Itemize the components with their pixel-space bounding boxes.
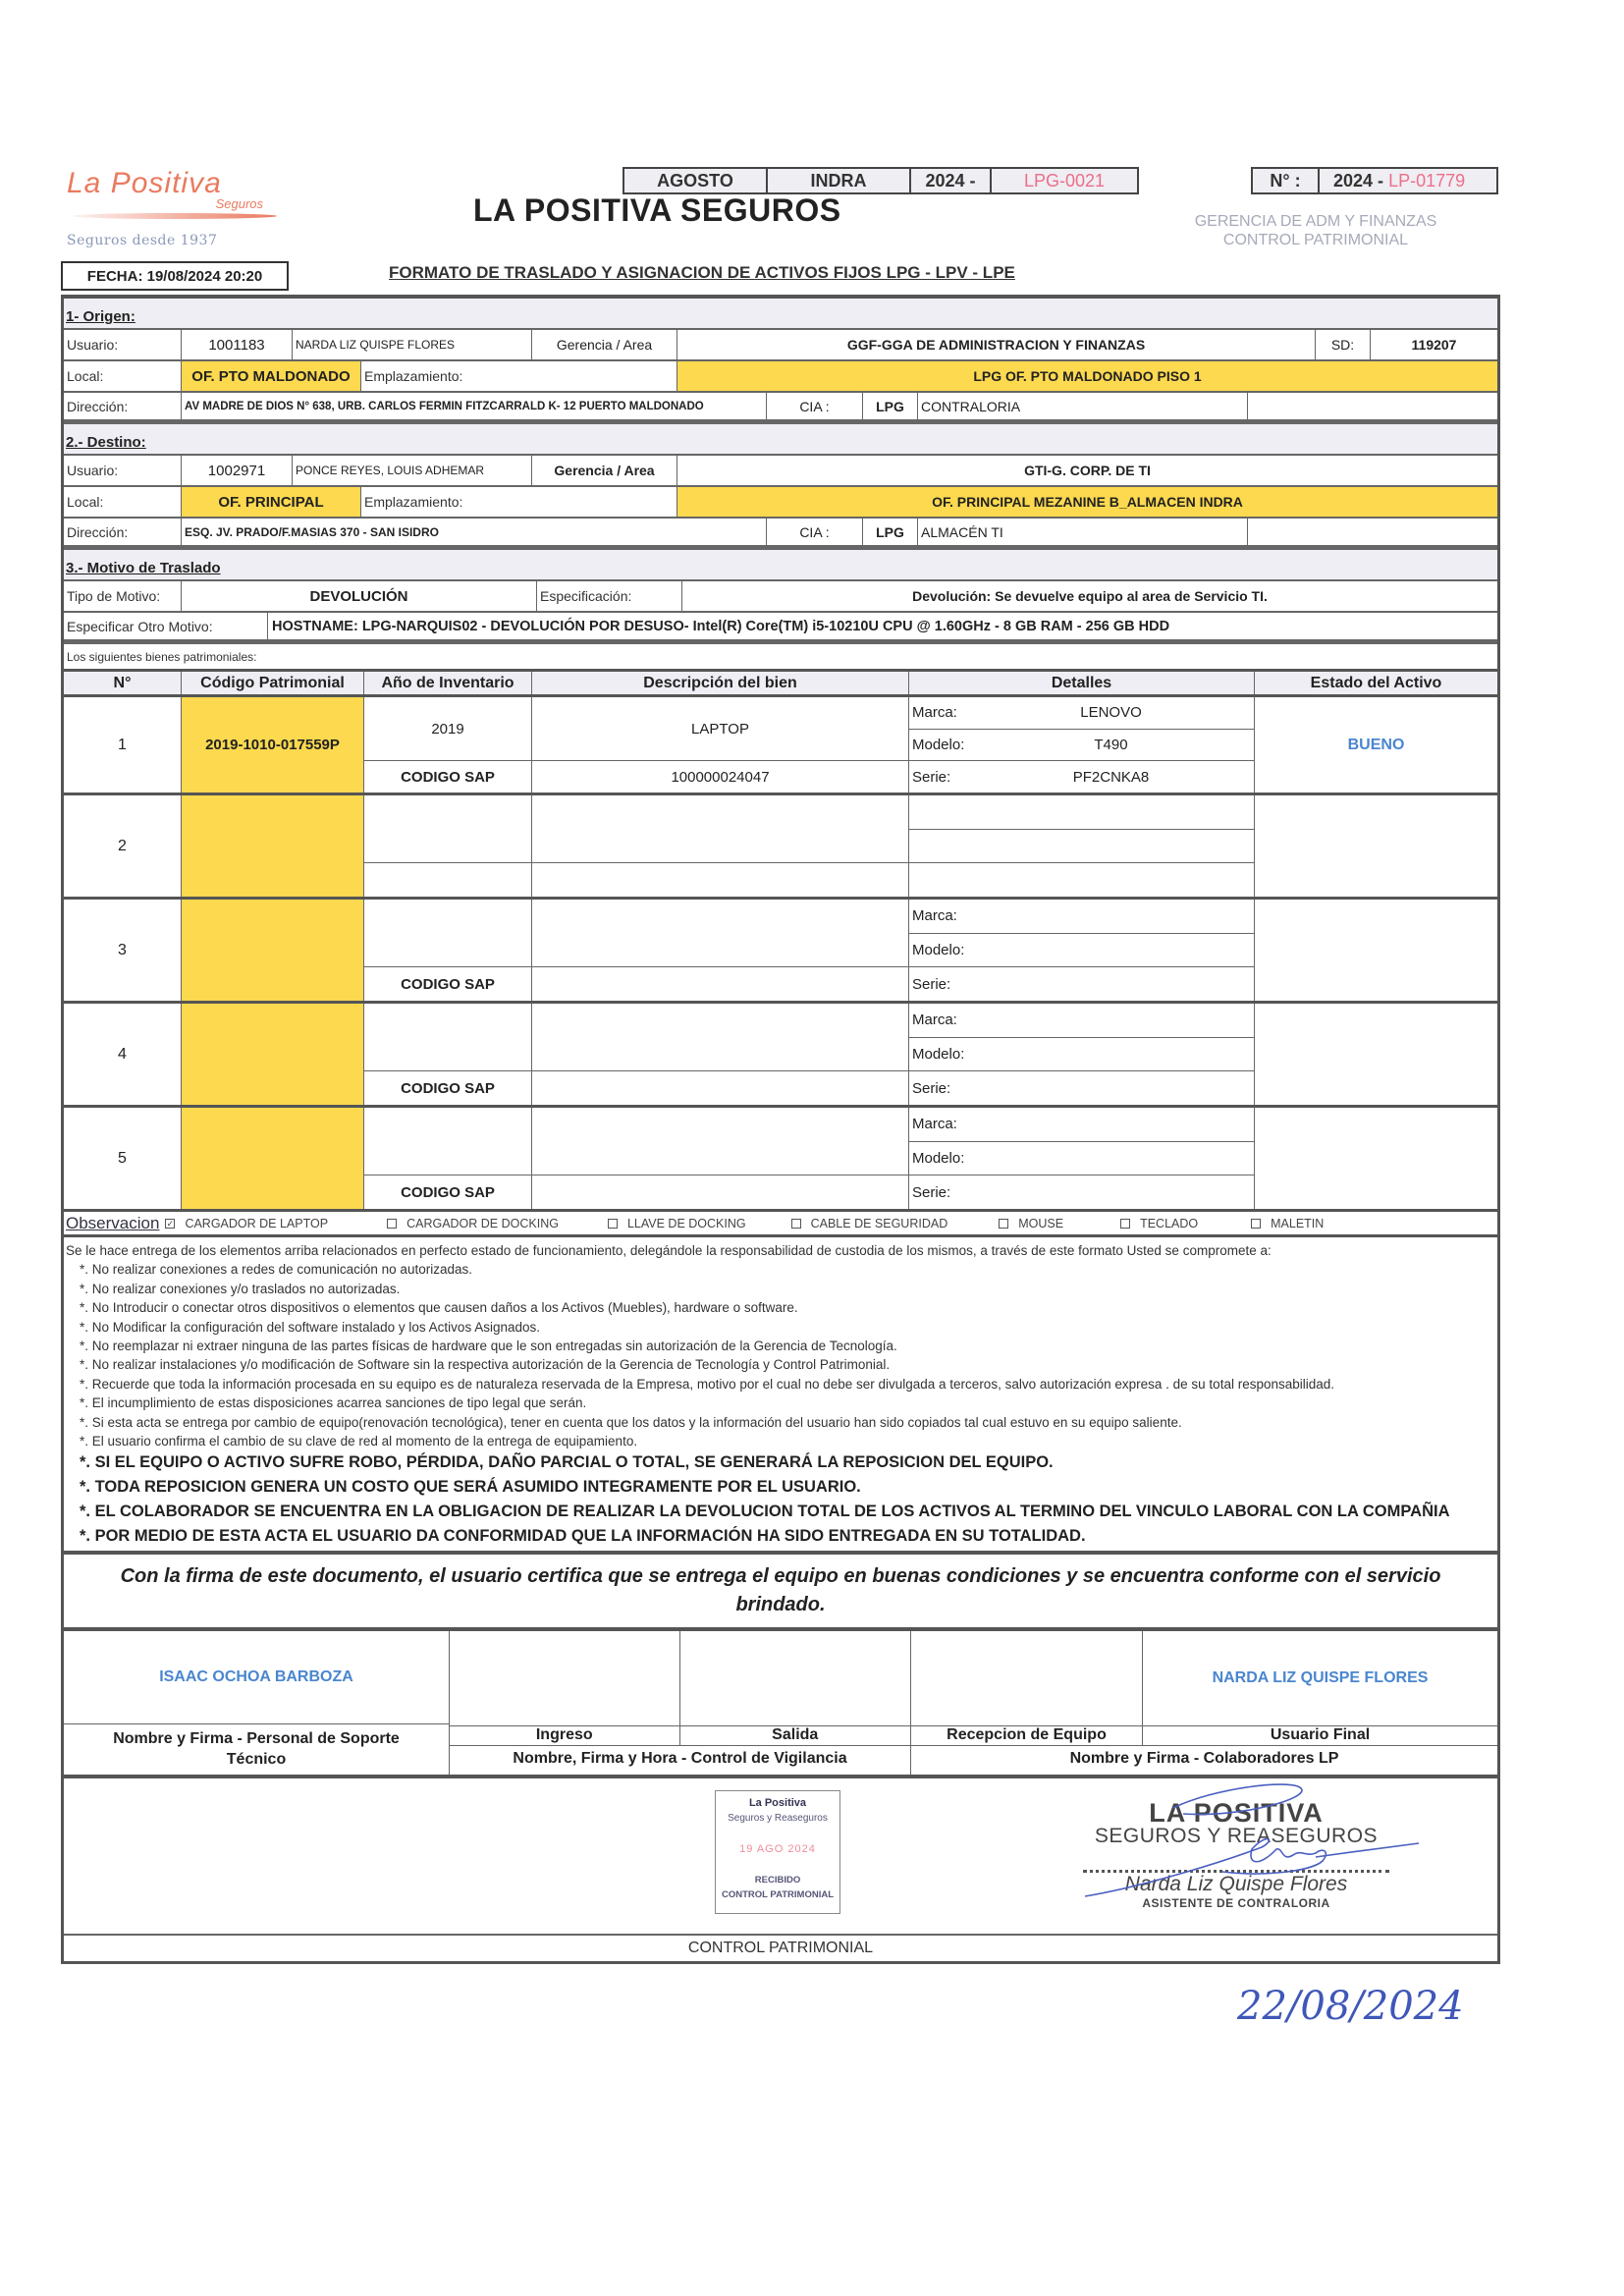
destino-emplazamiento-label: Emplazamiento:	[361, 487, 677, 517]
page-title: LA POSITIVA SEGUROS	[473, 192, 841, 228]
asset-details-col	[909, 1004, 1255, 1105]
asset-anio: 2019	[364, 697, 531, 761]
section-destino-heading	[64, 424, 1497, 456]
checkbox-icon[interactable]	[1251, 1219, 1261, 1229]
logo-brand: La Positiva	[67, 167, 222, 199]
document-code-box	[623, 167, 1139, 194]
asset-sap-value: 100000024047	[671, 768, 770, 786]
asset-descripcion	[532, 1004, 908, 1071]
destino-usuario-name: PONCE REYES, LOUIS ADHEMAR	[293, 456, 532, 485]
origen-direccion-label: Dirección:	[64, 393, 182, 419]
stamp-line-4: RECIBIDO	[754, 1875, 801, 1886]
origen-direccion-row	[64, 393, 1497, 424]
motivo-tipo-value: DEVOLUCIÓN	[182, 581, 537, 611]
motivo-otro-value: HOSTNAME: LPG-NARQUIS02 - DEVOLUCIÓN POR DESUSO- Intel(R) Core(TM) i5-10210U CPU @ 1.60GHz - 8 GB RAM - 256 GB HDD	[272, 618, 1170, 634]
terms-item: *. No reemplazar ni extraer ninguna de las partes físicas de hardware que le son entregadas sin autorización de la Gerencia de Tecnología.	[80, 1339, 897, 1354]
asset-details-col	[909, 900, 1255, 1001]
soporte-name: ISAAC OCHOA BARBOZA	[159, 1668, 353, 1686]
signature-table	[64, 1631, 1497, 1778]
soporte-label: Nombre y Firma - Personal de Soporte Técnico	[64, 1723, 449, 1775]
asset-row	[64, 795, 1497, 900]
terms-item: *. No realizar conexiones a redes de comunicación no autorizadas.	[80, 1262, 472, 1278]
asset-details-col	[909, 795, 1255, 897]
observacion-checklist	[165, 1217, 1497, 1230]
destino-direccion-row	[64, 519, 1497, 550]
origen-gerencia-value: GGF-GGA DE ADMINISTRACION Y FINANZAS	[677, 330, 1316, 359]
observacion-item-label: CARGADOR DE DOCKING	[406, 1216, 559, 1230]
motivo-otro-row	[64, 613, 1497, 644]
vigilancia-sign-boxes	[450, 1631, 910, 1725]
terms-item: *. No realizar instalaciones y/o modificación de Software sin la respectiva autorización de la Gerencia de Tecnología y Control Patrimonial.	[80, 1357, 891, 1373]
asset-serie-cell	[909, 863, 1254, 897]
asset-serie-cell	[909, 761, 1254, 793]
observacion-item[interactable]	[165, 1217, 328, 1230]
asset-modelo-cell	[909, 730, 1254, 762]
number-year: 2024 -	[1333, 170, 1384, 191]
destino-direccion-label: Dirección:	[64, 519, 182, 545]
assets-table-header	[64, 672, 1497, 697]
asset-number: 3	[64, 900, 182, 1001]
stamp-line-1: La Positiva	[748, 1797, 807, 1810]
col-header-n: N°	[64, 672, 182, 694]
origen-direccion-value: AV MADRE DE DIOS N° 638, URB. CARLOS FERMIN FITZCARRALD K- 12 PUERTO MALDONADO	[182, 393, 767, 419]
asset-codigo	[182, 1004, 364, 1105]
observacion-item-label: CABLE DE SEGURIDAD	[810, 1216, 948, 1230]
asset-desc-col	[532, 1004, 909, 1105]
asset-marca-cell	[909, 697, 1254, 730]
checkbox-icon[interactable]	[999, 1219, 1008, 1229]
logo-sub: Seguros	[215, 196, 263, 211]
section-origen-title: 1- Origen:	[66, 308, 135, 325]
footer-label: CONTROL PATRIMONIAL	[687, 1940, 874, 1957]
terms-strong-item: *. SI EL EQUIPO O ACTIVO SUFRE ROBO, PÉRDIDA, DAÑO PARCIAL O TOTAL, SE GENERARÁ LA REPOSICION DEL EQUIPO.	[80, 1453, 1054, 1472]
destino-usuario-label: Usuario:	[64, 456, 182, 485]
origen-emplazamiento-label: Emplazamiento:	[361, 361, 677, 391]
section-motivo-title: 3.- Motivo de Traslado	[66, 560, 221, 576]
section-origen-heading	[64, 299, 1497, 330]
asset-row	[64, 697, 1497, 795]
ingreso-sign-box[interactable]	[450, 1631, 680, 1725]
asset-desc-col	[532, 795, 909, 897]
asset-marca-cell	[909, 1004, 1254, 1038]
checkbox-icon[interactable]	[608, 1219, 618, 1229]
asset-marca-label: Marca:	[912, 704, 957, 722]
motivo-espec-label: Especificación:	[537, 581, 682, 611]
asset-marca-cell	[909, 1108, 1254, 1142]
logo-swoosh-icon	[73, 213, 277, 219]
colaboradores-label: Nombre y Firma - Colaboradores LP	[911, 1745, 1497, 1775]
vigilancia-labels	[450, 1725, 910, 1745]
origen-user-row	[64, 330, 1497, 361]
asset-serie-label: Serie:	[912, 768, 951, 786]
terms-item: *. Recuerde que toda la información procesada en su equipo es de naturaleza reservada de la Empresa, motivo por el cual no debe ser divulgada a terceros, salvo autorización expresa . de su total responsabilidad.	[80, 1376, 1335, 1392]
destino-cia-value: LPG	[863, 519, 918, 545]
observacion-item[interactable]	[1120, 1217, 1198, 1230]
number-label: N° :	[1253, 169, 1320, 192]
origen-gerencia-label: Gerencia / Area	[532, 330, 677, 359]
asset-serie-cell	[909, 1071, 1254, 1105]
asset-modelo-cell	[909, 1142, 1254, 1176]
colaboradores-sign-boxes	[911, 1631, 1497, 1725]
asset-serie-label: Serie:	[912, 1079, 951, 1097]
stamp-date: 19 AGO 2024	[739, 1843, 816, 1856]
destino-local-value: OF. PRINCIPAL	[182, 487, 361, 517]
asset-estado	[1255, 1108, 1497, 1209]
asset-sap-value	[532, 1175, 908, 1209]
asset-anio	[364, 900, 531, 967]
destino-direccion-value: ESQ. JV. PRADO/F.MASIAS 370 - SAN ISIDRO	[182, 519, 767, 545]
handwritten-signature-icon	[1065, 1778, 1438, 1926]
ingreso-label: Ingreso	[450, 1726, 680, 1745]
asset-codigo	[182, 795, 364, 897]
asset-modelo-value: T490	[1094, 737, 1128, 753]
origen-sd-value: 119207	[1411, 337, 1457, 353]
number-value	[1320, 169, 1496, 192]
col-header-detalles: Detalles	[909, 672, 1255, 694]
section-destino-title: 2.- Destino:	[66, 434, 146, 451]
asset-modelo-label: Modelo:	[912, 1150, 965, 1167]
checkbox-icon[interactable]	[791, 1219, 801, 1229]
origen-cia-value: LPG	[863, 393, 918, 419]
observacion-item-label: LLAVE DE DOCKING	[626, 1216, 746, 1230]
origen-sd-label: SD:	[1316, 330, 1371, 359]
asset-descripcion: LAPTOP	[532, 697, 908, 761]
destino-gerencia-label: Gerencia / Area	[532, 456, 677, 485]
document-number-box	[1251, 167, 1498, 194]
destino-gerencia-value: GTI-G. CORP. DE TI	[1024, 463, 1151, 478]
asset-marca-cell	[909, 795, 1254, 830]
stamp-area	[64, 1778, 1497, 1936]
vigilancia-label: Nombre, Firma y Hora - Control de Vigilancia	[450, 1745, 910, 1775]
terms-section	[64, 1237, 1497, 1555]
col-header-codigo: Código Patrimonial	[182, 672, 364, 694]
asset-serie-label: Serie:	[912, 1183, 951, 1201]
logo-tagline: Seguros desde 1937	[67, 233, 218, 248]
destino-usuario-code: 1002971	[182, 456, 293, 485]
asset-row	[64, 1004, 1497, 1108]
signature-soporte	[64, 1631, 450, 1775]
observacion-item[interactable]	[1251, 1217, 1324, 1230]
asset-anio-col	[364, 697, 532, 793]
observacion-item-label: MALETIN	[1271, 1216, 1325, 1230]
destino-emplazamiento-value: OF. PRINCIPAL MEZANINE B_ALMACEN INDRA	[677, 487, 1497, 517]
asset-modelo-cell	[909, 934, 1254, 968]
checkbox-icon[interactable]	[1120, 1219, 1130, 1229]
terms-strong-list	[66, 1450, 1495, 1549]
asset-row	[64, 1108, 1497, 1212]
salida-label: Salida	[772, 1726, 819, 1744]
asset-modelo-label: Modelo:	[912, 737, 965, 753]
asset-anio	[364, 795, 531, 863]
origen-extra-cell	[1248, 393, 1497, 419]
asset-sap-value	[532, 863, 908, 897]
asset-desc-col	[532, 900, 909, 1001]
terms-item: *. El incumplimiento de estas disposiciones acarrea sanciones de tipo legal que serán.	[80, 1395, 587, 1411]
stamp-line-5: CONTROL PATRIMONIAL	[722, 1889, 834, 1901]
bienes-label: Los siguientes bienes patrimoniales:	[67, 649, 257, 664]
terms-intro: Se le hace entrega de los elementos arriba relacionados en perfecto estado de funcionamiento, delegándole la responsabilidad de custodia de los mismos, a través de este formato Usted se compromete a:	[66, 1243, 1272, 1258]
asset-descripcion	[532, 1108, 908, 1175]
code-vendor: INDRA	[768, 169, 911, 192]
asset-marca-cell	[909, 900, 1254, 934]
code-number: LPG-0021	[1023, 170, 1106, 191]
asset-anio-col	[364, 900, 532, 1001]
colaboradores-labels	[911, 1725, 1497, 1745]
asset-sap-value	[532, 967, 908, 1001]
company-logo	[67, 169, 283, 248]
observacion-item-label: CARGADOR DE LAPTOP	[185, 1216, 329, 1230]
asset-estado	[1255, 795, 1497, 897]
destino-user-row	[64, 456, 1497, 487]
motivo-espec-value: Devolución: Se devuelve equipo al area de Servicio TI.	[912, 588, 1268, 604]
asset-row	[64, 900, 1497, 1004]
date-box: FECHA: 19/08/2024 20:20	[61, 261, 289, 291]
terms-list	[66, 1260, 1495, 1450]
code-year: 2024 -	[911, 169, 992, 192]
destino-extra-cell	[1248, 519, 1497, 545]
asset-estado	[1255, 1004, 1497, 1105]
asset-number: 2	[64, 795, 182, 897]
origen-usuario-name: NARDA LIZ QUISPE FLORES	[293, 330, 532, 359]
department-line-1: GERENCIA DE ADM Y FINANZAS	[1194, 213, 1437, 230]
asset-anio-col	[364, 795, 532, 897]
col-header-anio: Año de Inventario	[364, 672, 532, 694]
asset-serie-cell	[909, 967, 1254, 1001]
signature-colaboradores	[911, 1631, 1497, 1775]
department-label	[1178, 212, 1453, 249]
origen-local-value: OF. PTO MALDONADO	[182, 361, 361, 391]
usuario-final-name: NARDA LIZ QUISPE FLORES	[1212, 1669, 1429, 1687]
asset-details-col	[909, 1108, 1255, 1209]
asset-number: 4	[64, 1004, 182, 1105]
asset-anio	[364, 1004, 531, 1071]
asset-sap-label	[364, 863, 531, 897]
checkbox-icon[interactable]	[387, 1219, 397, 1229]
terms-item: *. El usuario confirma el cambio de su clave de red al momento de la entrega de equipamiento.	[80, 1434, 638, 1449]
recepcion-label: Recepcion de Equipo	[911, 1726, 1143, 1745]
origen-emplazamiento-value: LPG OF. PTO MALDONADO PISO 1	[677, 361, 1497, 391]
asset-modelo-cell	[909, 1038, 1254, 1072]
terms-item: *. No Introducir o conectar otros dispositivos o elementos que causen daños a los Activos (Muebles), hardware o software.	[80, 1300, 798, 1316]
col-header-descripcion: Descripción del bien	[532, 672, 909, 694]
asset-modelo-cell	[909, 830, 1254, 864]
origen-usuario-code: 1001183	[182, 330, 293, 359]
asset-anio	[364, 1108, 531, 1175]
asset-sap-label: CODIGO SAP	[401, 768, 495, 786]
usuario-final-label: Usuario Final	[1270, 1726, 1371, 1744]
asset-serie-cell	[909, 1175, 1254, 1209]
handwritten-date: 22/08/2024	[1237, 1984, 1464, 2029]
destino-area-value: ALMACÉN TI	[918, 519, 1248, 545]
asset-number: 5	[64, 1108, 182, 1209]
destino-local-label: Local:	[64, 487, 182, 517]
asset-estado: BUENO	[1347, 736, 1405, 753]
destino-cia-label: CIA :	[767, 519, 863, 545]
signature-vigilancia	[450, 1631, 911, 1775]
form-title: FORMATO DE TRASLADO Y ASIGNACION DE ACTIVOS FIJOS LPG - LPV - LPE	[389, 263, 1015, 282]
terms-strong-item: *. POR MEDIO DE ESTA ACTA EL USUARIO DA CONFORMIDAD QUE LA INFORMACIÓN HA SIDO ENTREGADA EN SU TOTALIDAD.	[80, 1527, 1086, 1546]
asset-serie-label: Serie:	[912, 975, 951, 993]
code-month: AGOSTO	[624, 169, 768, 192]
transfer-form	[61, 295, 1500, 1964]
observacion-item[interactable]	[387, 1217, 559, 1230]
asset-marca-label: Marca:	[912, 1116, 957, 1133]
col-header-estado: Estado del Activo	[1310, 674, 1442, 691]
received-stamp	[715, 1790, 840, 1914]
asset-details-col	[909, 697, 1255, 793]
seal-line-2: SEGUROS Y REASEGUROS	[1094, 1825, 1379, 1848]
destino-local-row	[64, 487, 1497, 519]
observacion-item[interactable]	[999, 1217, 1063, 1230]
seal-name: Narda Liz Quispe Flores	[1124, 1873, 1348, 1896]
asset-descripcion	[532, 900, 908, 967]
bienes-row	[64, 644, 1497, 672]
asset-anio-col	[364, 1004, 532, 1105]
motivo-otro-label: Especificar Otro Motivo:	[64, 613, 268, 639]
seal-line-1: LA POSITIVA	[1149, 1798, 1324, 1829]
asset-marca-label: Marca:	[912, 907, 957, 925]
asset-sap-value	[532, 1071, 908, 1105]
observacion-item[interactable]	[791, 1217, 948, 1230]
asset-desc-col	[532, 1108, 909, 1209]
terms-strong-item: *. TODA REPOSICION GENERA UN COSTO QUE SERÁ ASUMIDO INTEGRAMENTE POR EL USUARIO.	[80, 1478, 861, 1497]
seal-role: ASISTENTE DE CONTRALORIA	[1142, 1896, 1330, 1911]
origen-area-value: CONTRALORIA	[918, 393, 1248, 419]
asset-sap-label: CODIGO SAP	[401, 1079, 495, 1097]
asset-serie-value: PF2CNKA8	[1072, 768, 1150, 786]
asset-desc-col	[532, 697, 909, 793]
asset-codigo	[182, 900, 364, 1001]
checkbox-checked-icon[interactable]: ✓	[166, 1218, 175, 1229]
terms-item: *. No realizar conexiones y/o traslados no autorizadas.	[80, 1281, 401, 1296]
asset-sap-label: CODIGO SAP	[401, 1183, 495, 1201]
terms-item: *. Si esta acta se entrega por cambio de equipo(renovación tecnológica), tener en cuenta que los datos y la información del usuario han sido copiados tal cual estuvo en su equipo saliente.	[80, 1414, 1182, 1430]
observacion-item[interactable]	[608, 1217, 746, 1230]
origen-cia-label: CIA :	[767, 393, 863, 419]
terms-item: *. No Modificar la configuración del software instalado y los Activos Asignados.	[80, 1319, 540, 1335]
observacion-row	[64, 1212, 1497, 1237]
asset-anio-col	[364, 1108, 532, 1209]
observacion-label: Observacion	[66, 1213, 160, 1232]
number-code: LP-01779	[1388, 170, 1466, 191]
assets-table-body	[64, 697, 1497, 1212]
observacion-item-label: TECLADO	[1140, 1216, 1199, 1230]
salida-sign-box[interactable]	[680, 1631, 911, 1725]
asset-modelo-label: Modelo:	[912, 942, 965, 958]
origen-local-label: Local:	[64, 361, 182, 391]
motivo-tipo-label: Tipo de Motivo:	[64, 581, 182, 611]
section-motivo-heading	[64, 550, 1497, 581]
stamp-line-2: Seguros y Reaseguros	[728, 1813, 828, 1825]
terms-strong-item: *. EL COLABORADOR SE ENCUENTRA EN LA OBLIGACION DE REALIZAR LA DEVOLUCION TOTAL DE LOS ACTIVOS AL TERMINO DEL VINCULO LABORAL CON LA COMPAÑIA	[80, 1503, 1450, 1521]
department-line-2: CONTROL PATRIMONIAL	[1222, 232, 1409, 248]
origen-usuario-label: Usuario:	[64, 330, 182, 359]
observacion-item-label: MOUSE	[1018, 1216, 1064, 1230]
certification-text: Con la firma de este documento, el usuario certifica que se entrega el equipo en buenas condiciones y se encuentra conforme con el servicio brindado.	[64, 1555, 1497, 1631]
asset-estado	[1255, 900, 1497, 1001]
asset-codigo: 2019-1010-017559P	[182, 697, 364, 793]
recepcion-sign-box[interactable]	[911, 1631, 1143, 1725]
asset-codigo	[182, 1108, 364, 1209]
asset-sap-label: CODIGO SAP	[401, 975, 495, 993]
asset-number: 1	[64, 697, 182, 793]
asset-descripcion	[532, 795, 908, 863]
asset-marca-label: Marca:	[912, 1011, 957, 1029]
motivo-tipo-row	[64, 581, 1497, 613]
origen-local-row	[64, 361, 1497, 393]
asset-marca-value: LENOVO	[1080, 704, 1142, 722]
asset-modelo-label: Modelo:	[912, 1046, 965, 1063]
